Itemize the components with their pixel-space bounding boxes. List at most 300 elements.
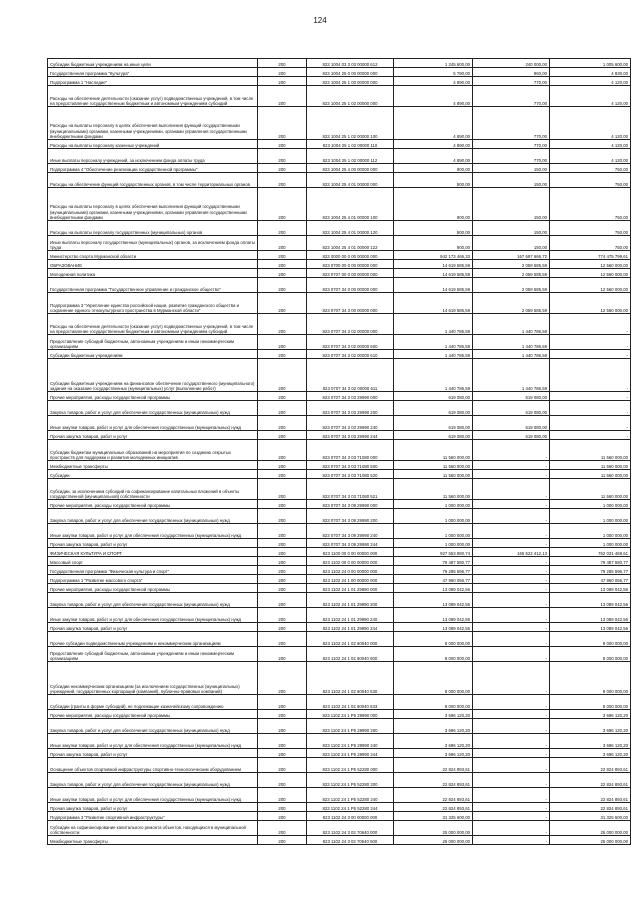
row-remaining-cell: 750,00 — [550, 221, 631, 236]
table-row — [48, 401, 631, 416]
row-remaining-cell: 22 824 893,61 — [550, 788, 631, 803]
row-remaining-cell: - — [550, 335, 631, 350]
table-row — [48, 188, 631, 221]
row-name-cell: Иные закупки товаров, работ и услуг для обеспечения государственных (муниципальных) нужд — [48, 416, 258, 431]
row-executed-cell: - — [473, 632, 550, 647]
row-approved-cell: 3 696 120,20 — [394, 749, 473, 758]
row-name-cell: Прочие мероприятия, расходы государственной программы — [48, 584, 258, 593]
row-executed-cell: - — [473, 662, 550, 695]
row-remaining-cell: - — [550, 416, 631, 431]
row-code-cell: 200 — [258, 623, 307, 632]
row-name-cell: Закупка товаров, работ и услуг для обеспечения государственных (муниципальных) нужд — [48, 593, 258, 608]
row-approved-cell: 11 560 000,00 — [394, 440, 473, 461]
row-approved-cell: 5 790,00 — [394, 68, 473, 77]
row-executed-cell: 770,00 — [473, 149, 550, 164]
row-name-cell: Иные закупки товаров, работ и услуг для обеспечения государственных (муниципальных) нужд — [48, 788, 258, 803]
row-executed-cell: - — [473, 836, 550, 845]
row-remaining-cell: 4 120,00 — [550, 77, 631, 86]
row-approved-cell: 900,00 — [394, 173, 473, 188]
row-code-cell: 200 — [258, 173, 307, 188]
row-executed-cell: 150,00 — [473, 173, 550, 188]
row-approved-cell: 900,00 — [394, 188, 473, 221]
row-name-cell: ФИЗИЧЕСКАЯ КУЛЬТУРА И СПОРТ — [48, 548, 258, 557]
table-row — [48, 575, 631, 584]
row-name-cell: Расходы на выплаты персоналу в целях обеспечения выполнения функций государственными (муниципальными) органами, казенными учреждениями, органами управления государственными внебюджетными фондами — [48, 188, 258, 221]
row-remaining-cell: - — [550, 431, 631, 440]
row-remaining-cell: 750,00 — [550, 164, 631, 173]
table-row — [48, 608, 631, 623]
row-name-cell: Межбюджетные трансферты — [48, 836, 258, 845]
row-code-cell: 200 — [258, 392, 307, 401]
row-kbk-cell: 823 0707 34 3 03 29990 200 — [307, 401, 394, 416]
row-remaining-cell: 12 560 000,00 — [550, 260, 631, 269]
table-row — [48, 431, 631, 440]
row-executed-cell: 167 697 666,72 — [473, 251, 550, 260]
row-name-cell: Прочая закупка товаров, работ и услуг — [48, 623, 258, 632]
row-name-cell: Закупка товаров, работ и услуг для обеспечения государственных (муниципальных) нужд — [48, 719, 258, 734]
table-row — [48, 269, 631, 278]
table-row — [48, 593, 631, 608]
row-kbk-cell: 823 1102 24 1 P5 52280 000 — [307, 758, 394, 773]
row-approved-cell: 22 824 893,61 — [394, 773, 473, 788]
row-code-cell: 200 — [258, 314, 307, 335]
table-row — [48, 479, 631, 500]
row-kbk-cell: 823 1004 25 4 01 00000 122 — [307, 236, 394, 251]
row-approved-cell: 8 000 000,00 — [394, 632, 473, 647]
row-code-cell: 200 — [258, 509, 307, 524]
row-approved-cell: 14 619 585,59 — [394, 260, 473, 269]
row-remaining-cell: 8 000 000,00 — [550, 632, 631, 647]
row-code-cell: 200 — [258, 788, 307, 803]
row-executed-cell: - — [473, 710, 550, 719]
table-row — [48, 695, 631, 710]
row-executed-cell: - — [473, 575, 550, 584]
table-row — [48, 392, 631, 401]
row-remaining-cell: 22 824 893,61 — [550, 803, 631, 812]
row-remaining-cell: 1 000 000,00 — [550, 509, 631, 524]
row-name-cell: Подпрограмма 1 "Наследие" — [48, 77, 258, 86]
row-kbk-cell: 823 1004 25 1 00 00000 000 — [307, 77, 394, 86]
row-code-cell: 200 — [258, 524, 307, 539]
row-executed-cell: - — [473, 470, 550, 479]
row-kbk-cell: 823 1102 24 1 00 00000 000 — [307, 575, 394, 584]
row-approved-cell: 1 440 786,59 — [394, 350, 473, 359]
row-remaining-cell: 1 005 600,00 — [550, 59, 631, 68]
row-executed-cell: 1 440 786,59 — [473, 314, 550, 335]
row-name-cell: Прочие субсидии подведомственным учреждениям и некоммерческим организациям — [48, 632, 258, 647]
row-name-cell: Прочая закупка товаров, работ и услуг — [48, 749, 258, 758]
row-kbk-cell: 823 1102 24 1 02 60040 000 — [307, 632, 394, 647]
row-kbk-cell: 823 0000 00 0 00 00000 000 — [307, 251, 394, 260]
row-approved-cell: 4 890,00 — [394, 107, 473, 140]
row-approved-cell: 942 173 466,33 — [394, 251, 473, 260]
row-executed-cell: 960,00 — [473, 68, 550, 77]
table-row — [48, 584, 631, 593]
table-row — [48, 836, 631, 845]
row-code-cell: 200 — [258, 812, 307, 821]
row-approved-cell: 79 285 596,77 — [394, 566, 473, 575]
row-name-cell: Оснащение объектов спортивной инфраструктуры спортивно-технологическим оборудованием — [48, 758, 258, 773]
row-kbk-cell: 823 0707 34 0 00 00000 000 — [307, 278, 394, 293]
row-kbk-cell: 823 0707 34 3 09 29990 000 — [307, 500, 394, 509]
row-remaining-cell: 3 696 120,20 — [550, 749, 631, 758]
row-approved-cell: 25 000 000,00 — [394, 836, 473, 845]
row-name-cell: Прочая закупка товаров, работ и услуг — [48, 803, 258, 812]
row-executed-cell: - — [473, 608, 550, 623]
row-kbk-cell: 823 1102 24 3 02 70640 500 — [307, 836, 394, 845]
row-approved-cell: 619 080,00 — [394, 431, 473, 440]
row-executed-cell: 150,00 — [473, 236, 550, 251]
row-kbk-cell: 823 0700 00 0 00 00000 000 — [307, 260, 394, 269]
row-code-cell: 200 — [258, 836, 307, 845]
row-remaining-cell: 13 089 042,56 — [550, 584, 631, 593]
row-approved-cell: 11 560 000,00 — [394, 461, 473, 470]
table-row — [48, 173, 631, 188]
row-kbk-cell: 823 1102 24 1 P5 52280 240 — [307, 788, 394, 803]
row-code-cell: 200 — [258, 593, 307, 608]
row-kbk-cell: 823 1100 00 0 00 00000 000 — [307, 548, 394, 557]
table-row — [48, 164, 631, 173]
page-number: 124 — [313, 16, 327, 25]
row-remaining-cell: 25 000 000,00 — [550, 836, 631, 845]
table-row — [48, 314, 631, 335]
row-name-cell: Предоставление субсидий бюджетным, автономным учреждениям и иным некоммерческим организациям — [48, 335, 258, 350]
row-executed-cell: - — [473, 440, 550, 461]
row-kbk-cell: 823 0707 34 3 09 29990 240 — [307, 524, 394, 539]
row-executed-cell: 619 080,00 — [473, 392, 550, 401]
row-code-cell: 200 — [258, 86, 307, 107]
row-kbk-cell: 823 1004 25 0 00 00000 000 — [307, 68, 394, 77]
row-name-cell: Закупка товаров, работ и услуг для обеспечения государственных (муниципальных) нужд — [48, 773, 258, 788]
row-remaining-cell: 79 487 580,77 — [550, 557, 631, 566]
row-code-cell: 200 — [258, 68, 307, 77]
row-executed-cell: - — [473, 788, 550, 803]
row-name-cell: Расходы на выплаты персоналу казенных учреждений — [48, 140, 258, 149]
row-code-cell: 200 — [258, 140, 307, 149]
row-kbk-cell: 823 1102 24 3 02 70640 000 — [307, 821, 394, 836]
row-approved-cell: 13 089 042,56 — [394, 593, 473, 608]
row-code-cell: 200 — [258, 662, 307, 695]
row-executed-cell: 2 059 585,59 — [473, 293, 550, 314]
row-name-cell: Иные закупки товаров, работ и услуг для обеспечения государственных (муниципальных) нужд — [48, 524, 258, 539]
table-row — [48, 335, 631, 350]
row-kbk-cell: 823 0707 34 3 03 71080 000 — [307, 440, 394, 461]
table-row — [48, 632, 631, 647]
row-remaining-cell: 13 089 042,56 — [550, 623, 631, 632]
row-executed-cell: - — [473, 821, 550, 836]
row-remaining-cell: 11 560 000,00 — [550, 440, 631, 461]
row-remaining-cell: 762 031 468,61 — [550, 548, 631, 557]
row-code-cell: 200 — [258, 470, 307, 479]
row-name-cell: Прочие мероприятия, расходы государственной программы — [48, 710, 258, 719]
row-name-cell: Субсидии бюджетным учреждениям — [48, 350, 258, 359]
table-row — [48, 278, 631, 293]
row-code-cell: 200 — [258, 719, 307, 734]
row-approved-cell: 8 000 000,00 — [394, 695, 473, 710]
row-approved-cell: 14 619 585,59 — [394, 278, 473, 293]
row-kbk-cell: 823 1102 24 1 01 29990 000 — [307, 584, 394, 593]
row-kbk-cell: 823 1004 25 1 02 00000 000 — [307, 86, 394, 107]
table-row — [48, 221, 631, 236]
row-executed-cell: 1 440 786,59 — [473, 350, 550, 359]
row-executed-cell: - — [473, 749, 550, 758]
table-row — [48, 647, 631, 662]
row-remaining-cell: 4 120,00 — [550, 149, 631, 164]
row-executed-cell: 770,00 — [473, 107, 550, 140]
table-row — [48, 710, 631, 719]
row-kbk-cell: 823 0707 34 3 03 29990 240 — [307, 416, 394, 431]
row-approved-cell: 14 619 585,59 — [394, 293, 473, 314]
row-code-cell: 200 — [258, 710, 307, 719]
row-code-cell: 200 — [258, 557, 307, 566]
table-row — [48, 440, 631, 461]
row-executed-cell: 1 440 786,59 — [473, 359, 550, 392]
row-kbk-cell: 823 1102 24 1 01 29990 244 — [307, 623, 394, 632]
table-row — [48, 86, 631, 107]
row-approved-cell: 619 080,00 — [394, 416, 473, 431]
row-approved-cell: 1 000 000,00 — [394, 539, 473, 548]
row-code-cell: 200 — [258, 749, 307, 758]
row-approved-cell: 8 000 000,00 — [394, 647, 473, 662]
row-name-cell: Министерство спорта Мурманской области — [48, 251, 258, 260]
table-row — [48, 470, 631, 479]
row-approved-cell: 927 553 880,74 — [394, 548, 473, 557]
row-executed-cell: - — [473, 647, 550, 662]
row-executed-cell: - — [473, 734, 550, 749]
row-remaining-cell: 4 830,00 — [550, 68, 631, 77]
row-kbk-cell: 823 1004 03 3 03 00000 612 — [307, 59, 394, 68]
table-row — [48, 539, 631, 548]
row-kbk-cell: 823 0707 34 3 03 71080 520 — [307, 470, 394, 479]
row-name-cell: Иные выплаты персоналу государственных (муниципальных) органов, за исключением фонда оплаты труда — [48, 236, 258, 251]
row-kbk-cell: 823 1102 24 1 01 29990 240 — [307, 608, 394, 623]
row-code-cell: 200 — [258, 803, 307, 812]
row-executed-cell: - — [473, 803, 550, 812]
table-row — [48, 812, 631, 821]
row-executed-cell: - — [473, 758, 550, 773]
row-approved-cell: 22 824 893,61 — [394, 788, 473, 803]
table-row — [48, 821, 631, 836]
row-name-cell: ОБРАЗОВАНИЕ — [48, 260, 258, 269]
row-name-cell: Расходы на обеспечение функций государственных органов, в том числе территориальных органов — [48, 173, 258, 188]
table-row — [48, 524, 631, 539]
row-approved-cell: 1 000 000,00 — [394, 524, 473, 539]
row-approved-cell: 4 890,00 — [394, 140, 473, 149]
row-remaining-cell: 8 000 000,00 — [550, 647, 631, 662]
table-row — [48, 140, 631, 149]
row-executed-cell: 770,00 — [473, 140, 550, 149]
row-executed-cell: 240 000,00 — [473, 59, 550, 68]
row-code-cell: 200 — [258, 584, 307, 593]
row-executed-cell: 2 059 585,59 — [473, 278, 550, 293]
row-name-cell: Предоставление субсидий бюджетным, автономным учреждениям и иным некоммерческим организациям — [48, 647, 258, 662]
row-approved-cell: 13 089 042,56 — [394, 608, 473, 623]
row-code-cell: 200 — [258, 359, 307, 392]
row-code-cell: 200 — [258, 236, 307, 251]
row-approved-cell: 3 696 120,20 — [394, 710, 473, 719]
row-remaining-cell: 13 089 042,56 — [550, 593, 631, 608]
row-remaining-cell: 750,00 — [550, 173, 631, 188]
row-code-cell: 200 — [258, 350, 307, 359]
row-kbk-cell: 823 1004 25 4 01 00000 100 — [307, 188, 394, 221]
row-remaining-cell: 3 696 120,20 — [550, 734, 631, 749]
table-row — [48, 788, 631, 803]
row-executed-cell: 2 059 585,59 — [473, 269, 550, 278]
row-name-cell: Государственная программа "Культура" — [48, 68, 258, 77]
row-executed-cell: 619 080,00 — [473, 401, 550, 416]
row-approved-cell: 1 440 786,59 — [394, 314, 473, 335]
row-remaining-cell: 12 560 000,00 — [550, 269, 631, 278]
row-kbk-cell: 823 1102 24 1 P5 29990 240 — [307, 734, 394, 749]
row-code-cell: 200 — [258, 479, 307, 500]
row-approved-cell: 22 824 893,61 — [394, 758, 473, 773]
budget-table — [47, 58, 631, 845]
row-kbk-cell: 823 1102 24 1 02 60040 600 — [307, 647, 394, 662]
row-executed-cell: - — [473, 500, 550, 509]
row-remaining-cell: 11 560 000,00 — [550, 461, 631, 470]
row-approved-cell: 4 890,00 — [394, 149, 473, 164]
row-approved-cell: 3 696 120,20 — [394, 719, 473, 734]
table-row — [48, 734, 631, 749]
row-remaining-cell: 750,00 — [550, 236, 631, 251]
row-remaining-cell: - — [550, 392, 631, 401]
row-remaining-cell: 12 560 000,00 — [550, 278, 631, 293]
row-name-cell: Расходы на выплаты персоналу государственных (муниципальных) органов — [48, 221, 258, 236]
row-code-cell: 200 — [258, 773, 307, 788]
row-code-cell: 200 — [258, 269, 307, 278]
row-approved-cell: 11 560 000,00 — [394, 479, 473, 500]
row-name-cell: Иные закупки товаров, работ и услуг для обеспечения государственных (муниципальных) нужд — [48, 608, 258, 623]
row-code-cell: 200 — [258, 566, 307, 575]
row-executed-cell: - — [473, 539, 550, 548]
row-approved-cell: 8 000 000,00 — [394, 662, 473, 695]
row-code-cell: 200 — [258, 149, 307, 164]
row-executed-cell: - — [473, 509, 550, 524]
row-executed-cell: - — [473, 593, 550, 608]
table-row — [48, 350, 631, 359]
table-row — [48, 509, 631, 524]
row-kbk-cell: 823 1102 24 1 02 60040 630 — [307, 662, 394, 695]
row-kbk-cell: 823 1004 25 4 00 00000 000 — [307, 164, 394, 173]
row-code-cell: 200 — [258, 734, 307, 749]
row-code-cell: 200 — [258, 500, 307, 509]
table-row — [48, 566, 631, 575]
row-executed-cell: 150,00 — [473, 164, 550, 173]
row-kbk-cell: 823 0707 34 3 02 00000 600 — [307, 335, 394, 350]
row-name-cell: Субсидии некоммерческим организациям (за исключением государственных (муниципальных) учреждений, государственных корпораций (компаний), публично-правовых компаний) — [48, 662, 258, 695]
row-code-cell: 200 — [258, 401, 307, 416]
row-executed-cell: - — [473, 719, 550, 734]
row-remaining-cell: 4 120,00 — [550, 140, 631, 149]
row-code-cell: 200 — [258, 251, 307, 260]
row-code-cell: 200 — [258, 59, 307, 68]
row-name-cell: Подпрограмма 4 "Обеспечение реализации государственной программы" — [48, 164, 258, 173]
row-code-cell: 200 — [258, 260, 307, 269]
row-kbk-cell: 823 1102 24 1 P5 29990 244 — [307, 749, 394, 758]
table-row — [48, 149, 631, 164]
row-kbk-cell: 823 0707 00 0 00 00000 000 — [307, 269, 394, 278]
row-name-cell: Прочая закупка товаров, работ и услуг — [48, 539, 258, 548]
row-name-cell: Государственная программа "Государственное управление и гражданское общество" — [48, 278, 258, 293]
row-code-cell: 200 — [258, 821, 307, 836]
row-kbk-cell: 823 1004 25 1 02 00000 100 — [307, 107, 394, 140]
row-approved-cell: 47 960 056,77 — [394, 575, 473, 584]
row-remaining-cell: - — [550, 314, 631, 335]
row-kbk-cell: 823 0707 34 3 02 00000 611 — [307, 359, 394, 392]
row-approved-cell: 31 325 600,00 — [394, 812, 473, 821]
row-approved-cell: 25 000 000,00 — [394, 821, 473, 836]
row-code-cell: 200 — [258, 77, 307, 86]
row-kbk-cell: 823 1004 25 1 02 00000 110 — [307, 140, 394, 149]
row-code-cell: 200 — [258, 695, 307, 710]
row-approved-cell: 619 080,00 — [394, 401, 473, 416]
table-row — [48, 251, 631, 260]
row-code-cell: 200 — [258, 539, 307, 548]
table-row — [48, 293, 631, 314]
row-name-cell: Молодежная политика — [48, 269, 258, 278]
row-name-cell: Прочие мероприятия, расходы государственной программы — [48, 392, 258, 401]
row-kbk-cell: 823 0707 34 3 03 71080 521 — [307, 479, 394, 500]
row-code-cell: 200 — [258, 575, 307, 584]
row-approved-cell: 79 487 580,77 — [394, 557, 473, 566]
row-name-cell: Субсидии, за исключением субсидий на софинансирование капитальных вложений в объекты государственной (муниципальной) собственности — [48, 479, 258, 500]
row-remaining-cell: - — [550, 359, 631, 392]
row-executed-cell: 150,00 — [473, 188, 550, 221]
row-name-cell: Субсидии бюджетным учреждениям на финансовое обеспечение государственного (муниципального) задания на оказание государственных (муниципальных) услуг (выполнение работ) — [48, 359, 258, 392]
row-name-cell: Подпрограмма 3 "Развитие спортивной инфраструктуры" — [48, 812, 258, 821]
row-kbk-cell: 823 0707 34 3 03 29990 244 — [307, 431, 394, 440]
row-code-cell: 200 — [258, 188, 307, 221]
row-executed-cell: 619 080,00 — [473, 416, 550, 431]
row-executed-cell: - — [473, 623, 550, 632]
row-kbk-cell: 823 0707 34 3 02 00000 610 — [307, 350, 394, 359]
row-remaining-cell: 8 000 000,00 — [550, 695, 631, 710]
row-remaining-cell: 25 000 000,00 — [550, 821, 631, 836]
row-approved-cell: 1 440 786,59 — [394, 359, 473, 392]
row-executed-cell: 1 440 786,59 — [473, 335, 550, 350]
row-remaining-cell: 750,00 — [550, 188, 631, 221]
row-executed-cell: 150,00 — [473, 221, 550, 236]
row-approved-cell: 4 890,00 — [394, 86, 473, 107]
row-kbk-cell: 823 0707 34 3 00 00000 000 — [307, 293, 394, 314]
row-name-cell: Подпрограмма 3 "Укрепление единства российской нации, развитие гражданского общества и сохранение единого этнокультурного пространства в Мурманской области" — [48, 293, 258, 314]
row-code-cell: 200 — [258, 107, 307, 140]
table-row — [48, 260, 631, 269]
table-row — [48, 803, 631, 812]
row-code-cell: 200 — [258, 440, 307, 461]
row-approved-cell: 4 890,00 — [394, 77, 473, 86]
table-row — [48, 749, 631, 758]
row-name-cell: Субсидии (гранты в форме субсидий), не подлежащие казначейскому сопровождению — [48, 695, 258, 710]
row-name-cell: Субсидии бюджетам муниципальных образований на мероприятия по созданию открытых пространств для поддержки и развития молодежных инициатив — [48, 440, 258, 461]
row-name-cell: Расходы на обеспечение деятельности (оказание услуг) подведомственных учреждений, в том числе на предоставление государственным бюджетным и автономным учреждениям субсидий — [48, 314, 258, 335]
row-executed-cell: 770,00 — [473, 77, 550, 86]
row-code-cell: 200 — [258, 608, 307, 623]
row-name-cell: Государственная программа "Физическая культура и спорт" — [48, 566, 258, 575]
row-approved-cell: 13 089 042,56 — [394, 584, 473, 593]
row-kbk-cell: 823 1102 24 1 P5 29990 200 — [307, 719, 394, 734]
row-remaining-cell: 1 000 000,00 — [550, 539, 631, 548]
table-row — [48, 719, 631, 734]
row-remaining-cell: 4 120,00 — [550, 107, 631, 140]
row-approved-cell: 900,00 — [394, 236, 473, 251]
row-kbk-cell: 823 1004 25 4 01 00000 120 — [307, 221, 394, 236]
table-row — [48, 662, 631, 695]
row-code-cell: 200 — [258, 278, 307, 293]
row-remaining-cell: 12 560 000,00 — [550, 293, 631, 314]
row-kbk-cell: 823 1102 24 1 02 60040 633 — [307, 695, 394, 710]
row-remaining-cell: 3 696 120,20 — [550, 719, 631, 734]
